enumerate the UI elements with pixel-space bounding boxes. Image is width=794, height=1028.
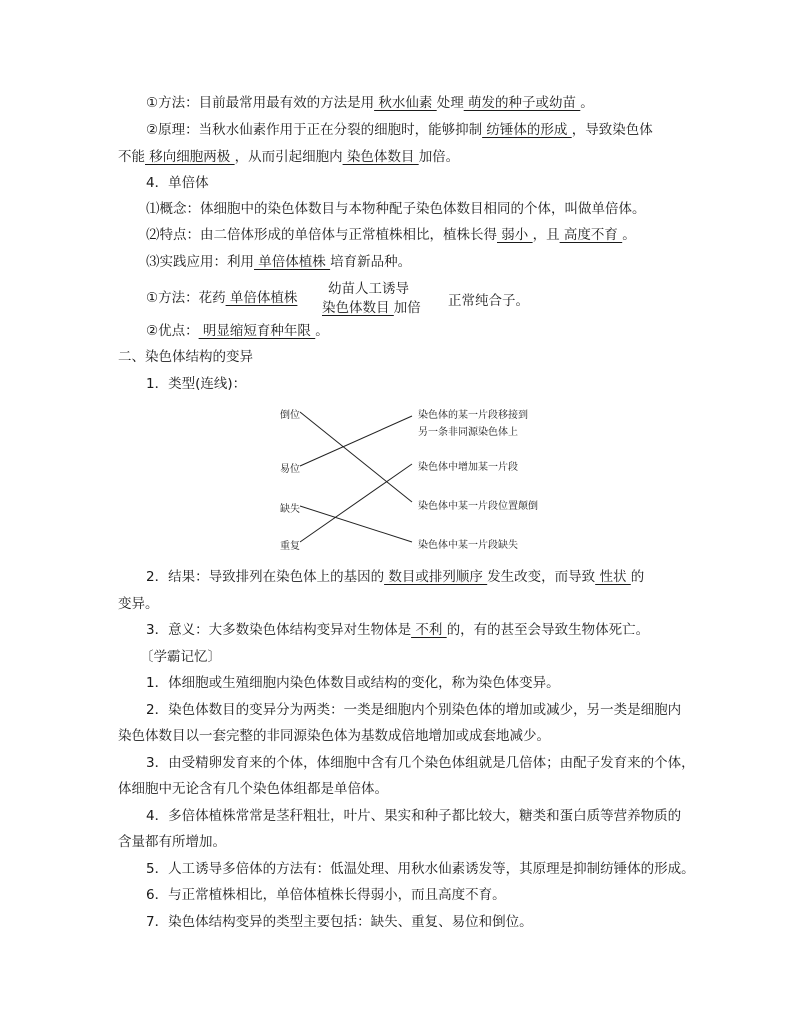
text: 不能 [118,149,145,165]
right-item-1b: 另一条非同源染色体上 [418,427,518,438]
answer-blank: 萌发的种子或幼苗 [463,95,581,111]
memory-item: 4．多倍体植株常常是茎秆粗壮，叶片、果实和种子都比较大，糖类和蛋白质等营养物质的 [146,808,682,824]
answer-blank: 移向细胞两极 [145,149,235,165]
right-item-2: 染色体中增加某一片段 [418,462,518,473]
left-item-duplication: 重复 [280,541,300,552]
line-translocation [300,416,412,466]
meaning-line [146,621,649,639]
text: 培育新品种。 [330,254,412,270]
answer-blank: 染色体数目 [342,149,419,165]
text: 。 [580,95,594,111]
line-inversion [300,412,412,502]
practice-line [146,253,411,271]
answer-blank: 弱小 [497,227,533,243]
right-item-3: 染色体中某一片段位置颠倒 [418,501,538,512]
concept-line: ⑴概念：体细胞中的染色体数目与本物种配子染色体数目相同的个体，叫做单倍体。 [146,201,646,217]
right-item-1a: 染色体的某一片段移接到 [418,410,528,421]
memory-item: 6．与正常植株相比，单倍体植株长得弱小，而且高度不育。 [146,887,506,903]
answer-blank: 纺锤体的形成 [482,122,572,138]
answer-blank: 高度不育 [559,227,623,243]
memory-item: 5．人工诱导多倍体的方法有：低温处理、用秋水仙素诱发等，其原理是抑制纺锤体的形成。 [146,861,695,877]
answer-blank: 明显缩短育种年限 [198,323,316,339]
memory-item: 1．体细胞或生殖细胞内染色体数目或结构的变化，称为染色体变异。 [146,675,560,691]
text: 。 [622,227,636,243]
feature-line [146,226,636,244]
method-end: 正常纯合子。 [448,293,529,309]
text: 加倍 [393,300,421,316]
answer-blank: 单倍体植株 [254,254,331,270]
arrow-annotation-top: 幼苗人工诱导 [328,281,409,297]
result-line-cont: 变异。 [118,596,159,612]
memory-item: 3．由受精卵发育来的个体，体细胞中含有几个染色体组就是几倍体；由配子发育来的个体， [146,755,695,771]
text: ⑵特点：由二倍体形成的单倍体与正常植株相比，植株长得 [146,227,497,243]
principle-line [146,121,653,139]
type-label: 1．类型(连线)： [146,376,247,392]
answer-blank: 性状 [595,569,631,585]
text: 的 [630,569,645,585]
right-item-4: 染色体中某一片段缺失 [418,540,518,551]
memory-item-cont: 染色体数目以一套完整的非同源染色体为基数成倍地增加或成套地减少。 [118,728,550,744]
haploid-method-line [146,289,297,307]
memory-item-cont: 含量都有所增加。 [118,834,226,850]
text: 。 [315,323,329,339]
heading-haploid: 4．单倍体 [146,175,209,191]
left-item-deletion: 缺失 [280,504,300,515]
answer-blank: 秋水仙素 [374,95,437,111]
answer-blank: 染色体数目 [322,300,394,316]
text: 加倍。 [418,149,460,165]
text: 的，有的甚至会导致生物体死亡。 [446,622,650,638]
answer-blank: 数目或排列顺序 [384,569,488,585]
matching-lines [270,398,560,558]
text: 处理 [436,95,464,111]
text: ，导致染色体 [571,122,653,138]
text: 发生改变，而导致 [487,569,596,585]
line-duplication [300,464,412,542]
text: ②优点： [146,323,199,339]
text: 3．意义：大多数染色体结构变异对生物体是 [146,622,412,638]
memory-item-cont: 体细胞中无论含有几个染色体组都是单倍体。 [118,781,388,797]
text: ，从而引起细胞内 [234,149,343,165]
heading-structure-variation: 二、染色体结构的变异 [118,349,253,365]
left-item-translocation: 易位 [280,464,300,475]
matching-diagram [270,398,560,558]
text: ，且 [532,227,560,243]
arrow-annotation-bottom [322,296,421,316]
text: 2．结果：导致排列在染色体上的基因的 [146,569,385,585]
text: ①方法：目前最常用最有效的方法是用 [146,95,375,111]
text: ①方法：花药 [146,290,226,306]
method-line [146,94,594,112]
memory-item: 2．染色体数目的变异分为两类：一类是细胞内个别染色体的增加或减少，另一类是细胞内 [146,702,682,718]
text: ⑶实践应用：利用 [146,254,254,270]
memory-heading: 〔学霸记忆〕 [140,649,221,665]
line-deletion [300,506,412,542]
principle-line-cont [118,148,459,166]
advantage-line [146,322,329,340]
memory-item: 7．染色体结构变异的类型主要包括：缺失、重复、易位和倒位。 [146,914,533,930]
left-item-inversion: 倒位 [280,410,300,421]
answer-blank: 不利 [411,622,447,638]
result-line [146,568,644,586]
answer-blank: 单倍体植株 [225,290,298,306]
text: ②原理：当秋水仙素作用于正在分裂的细胞时，能够抑制 [146,122,483,138]
